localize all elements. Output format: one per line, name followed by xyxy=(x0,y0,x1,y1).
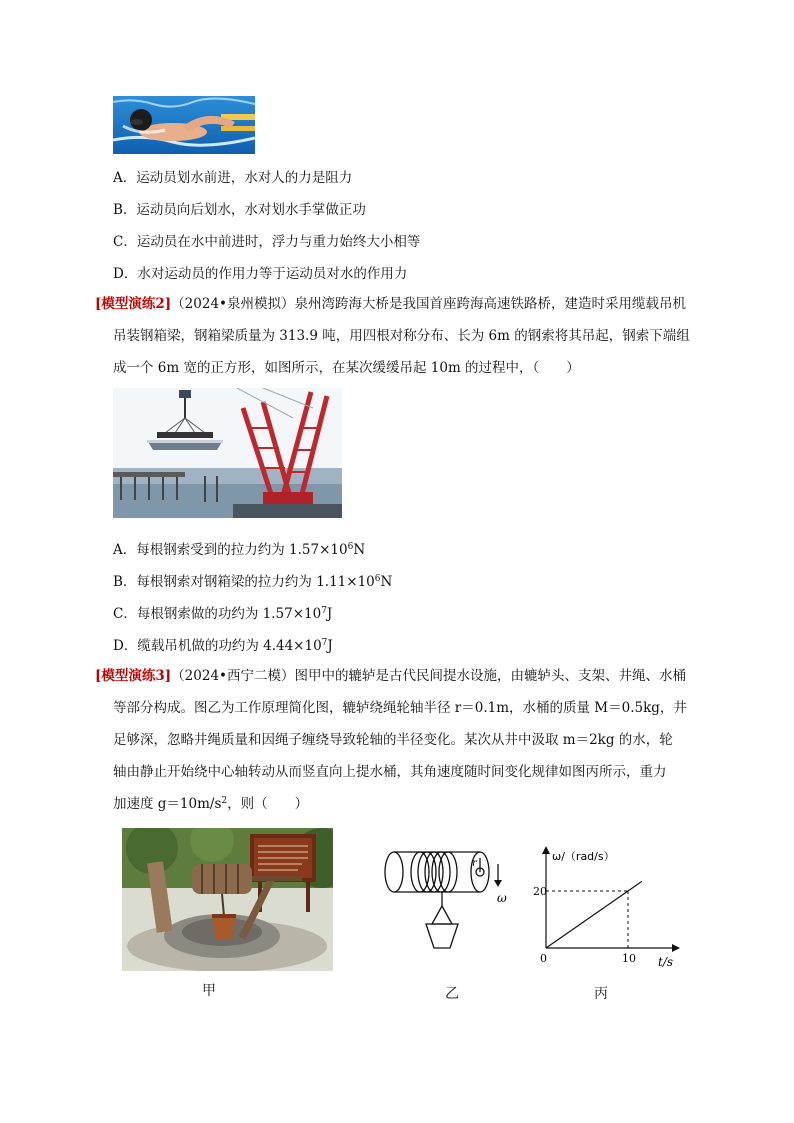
windlass-photo xyxy=(122,828,333,971)
q3-text-end: ，则（ ） xyxy=(227,796,309,812)
q3-text: 图甲中的辘轳是古代民间提水设施，由辘轳头、支架、井绳、水桶 xyxy=(294,668,686,684)
y-axis-arrow xyxy=(542,846,550,854)
q2-stem-line3: 成一个 6m 宽的正方形，如图所示，在某次缓缓吊起 10m 的过程中，（ ） xyxy=(113,360,580,376)
option-text: 运动员在水中前进时，浮力与重力始终大小相等 xyxy=(136,234,421,250)
option-text: 每根钢索做的功约为 1.57×10 xyxy=(136,606,322,622)
option-exponent: 6 xyxy=(347,542,354,552)
q3-stem-line2: 等部分构成。图乙为工作原理简化图，辘轳绕绳轮轴半径 r＝0.1m，水桶的质量 M＝0.5kg，井 xyxy=(113,700,687,716)
caption-yi: 乙 xyxy=(445,986,459,1002)
q2-text: 泉州湾跨海大桥是我国首座跨海高速铁路桥，建造时采用缆载吊机 xyxy=(294,296,686,312)
q1-option-a xyxy=(113,166,352,186)
q3-stem-line5 xyxy=(113,792,308,812)
x-axis-arrow xyxy=(672,944,680,952)
option-letter: D． xyxy=(113,638,138,654)
bridge-crane-photo xyxy=(113,388,342,518)
q3-stem-line1 xyxy=(95,664,686,684)
q3-exponent: 2 xyxy=(221,796,228,806)
omega-time-graph xyxy=(528,840,688,970)
option-letter: A． xyxy=(113,542,137,558)
q3-tag: [模型演练3] xyxy=(95,668,172,684)
option-unit: J xyxy=(327,638,333,654)
q3-stem-line4: 轴由静止开始绕中心轴转动从而竖直向上提水桶，其角速度随时间变化规律如图丙所示，重力 xyxy=(113,764,667,780)
option-letter: C． xyxy=(113,234,137,250)
option-letter: A． xyxy=(113,170,137,186)
q2-tag: [模型演练2] xyxy=(95,296,172,312)
option-exponent: 7 xyxy=(321,606,327,616)
y-tick-label: 20 xyxy=(533,885,547,898)
option-text: 每根钢索对钢箱梁的拉力约为 1.11×10 xyxy=(136,574,375,590)
origin-label: 0 xyxy=(540,952,547,965)
q2-option-b xyxy=(113,570,392,590)
option-exponent: 6 xyxy=(374,574,381,584)
q3-stem-line3: 足够深，忽略井绳质量和因绳子缠绕导致轮轴的半径变化。某次从井中汲取 m＝2kg 的水，轮 xyxy=(113,732,673,748)
x-tick-label: 10 xyxy=(622,952,636,965)
option-text: 运动员向后划水，水对划水手掌做正功 xyxy=(136,202,366,218)
omega-label: ω xyxy=(497,891,507,905)
option-exponent: 7 xyxy=(321,638,328,648)
option-letter: B． xyxy=(113,574,137,590)
option-letter: C． xyxy=(113,606,137,622)
option-unit: N xyxy=(380,574,393,590)
option-text: 每根钢索受到的拉力约为 1.57×10 xyxy=(136,542,348,558)
caption-jia: 甲 xyxy=(202,983,216,999)
pulley-diagram xyxy=(380,840,520,974)
q1-option-b xyxy=(113,198,366,218)
option-text: 缆载吊机做的功约为 4.44×10 xyxy=(137,638,322,654)
caption-bing: 丙 xyxy=(594,986,608,1002)
q1-option-c xyxy=(113,230,420,250)
q2-option-d xyxy=(113,634,333,654)
q2-source: （2024•泉州模拟） xyxy=(171,296,295,312)
swimmer-photo xyxy=(113,96,255,154)
q3-source: （2024•西宁二模） xyxy=(171,668,295,684)
option-unit: J xyxy=(326,606,333,622)
option-letter: B． xyxy=(113,202,137,218)
q2-option-c xyxy=(113,602,332,622)
q2-option-a xyxy=(113,538,365,558)
x-axis-label: t/s xyxy=(658,955,674,969)
option-text: 水对运动员的作用力等于运动员对水的作用力 xyxy=(137,266,408,282)
option-text: 运动员划水前进，水对人的力是阻力 xyxy=(136,170,353,186)
radius-label: r xyxy=(472,858,477,869)
y-axis-label: ω/（rad/s） xyxy=(552,850,615,863)
q3-text: 加速度 g＝10m/s xyxy=(113,796,222,812)
option-letter: D． xyxy=(113,266,138,282)
q2-stem-line1 xyxy=(95,292,686,312)
option-unit: N xyxy=(353,542,366,558)
q1-option-d xyxy=(113,262,407,282)
q2-stem-line2: 吊装钢箱梁，钢箱梁质量为 313.9 吨，用四根对称分布、长为 6m 的钢索将其吊起，钢索下端组 xyxy=(113,328,690,344)
